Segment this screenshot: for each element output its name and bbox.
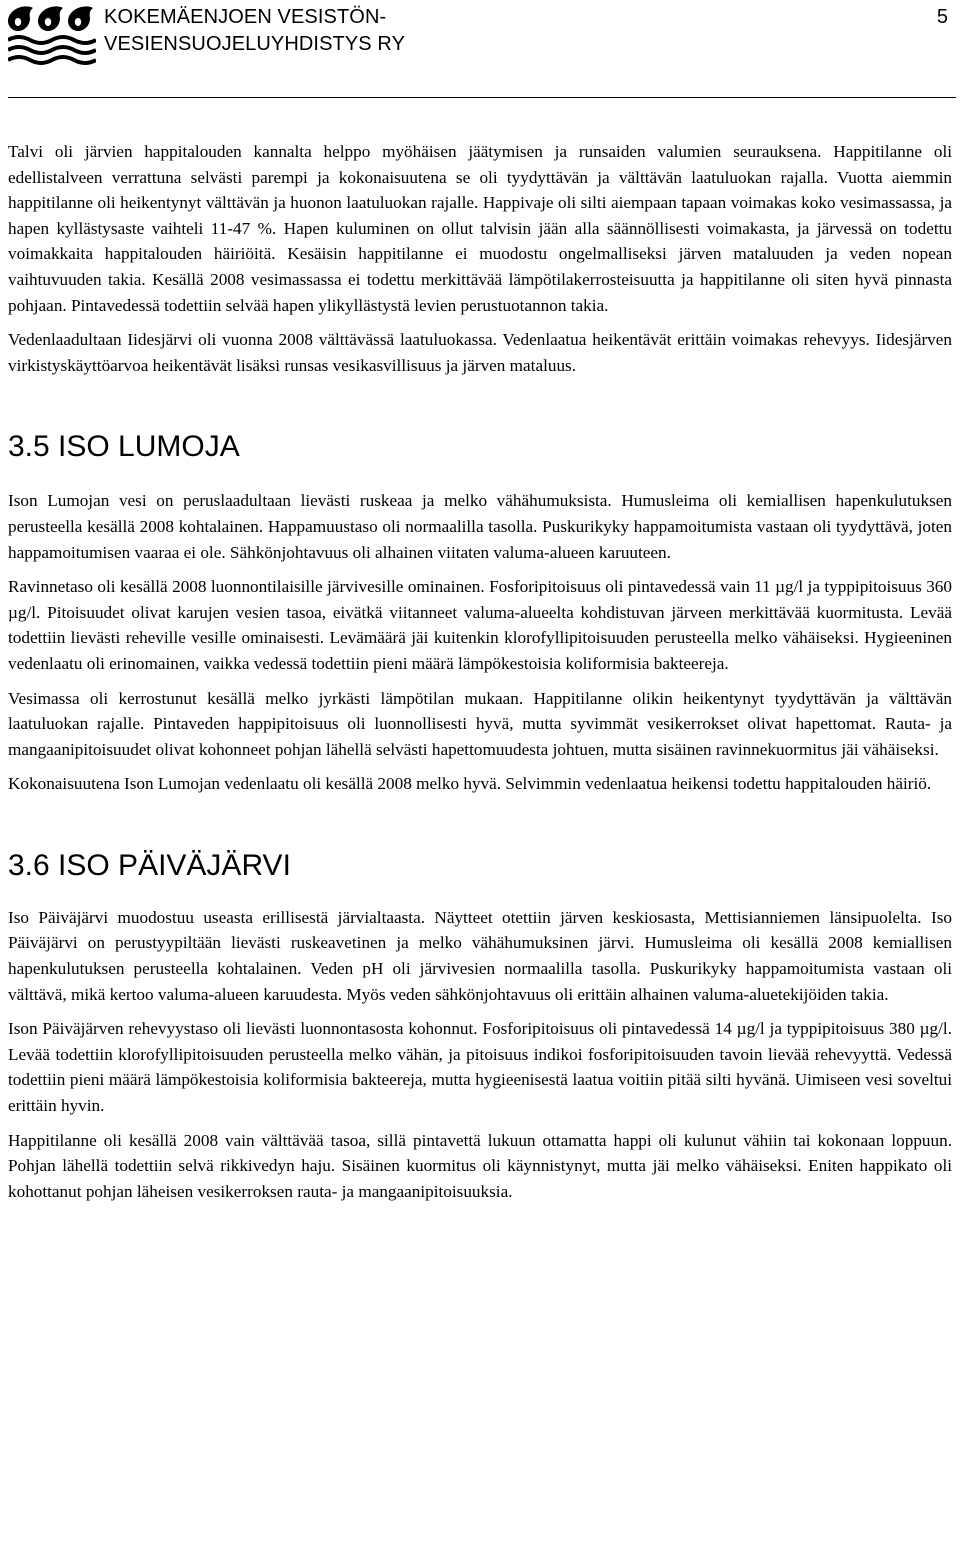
- organization-name-line-1: KOKEMÄENJOEN VESISTÖN-: [104, 6, 387, 28]
- body-paragraph: Vedenlaadultaan Iidesjärvi oli vuonna 2008 välttävässä laatuluokassa. Vedenlaatua heikentävät erittäin voimakas rehevyys. Iidesjärven virkistyskäyttöarvoa heikentävät lisäksi runsas vesikasvillisuus ja järven mataluus.: [8, 330, 952, 375]
- body-paragraph: Vesimassa oli kerrostunut kesällä melko jyrkästi lämpötilan mukaan. Happitilanne olikin heikentynyt tyydyttävän ja välttävän laatuluokan rajalle. Pintaveden happipitoisuus oli luonnollisesti hyvä, mutta syvimmät vesikerrokset olivat hapettomat. Rauta- ja mangaanipitoisuudet olivat kohonneet pohjan lähellä selvästi hapettomuudesta johtuen, mutta sisäinen ravinnekuormitus jäi vähäiseksi.: [8, 688, 952, 759]
- water-drops-waves-logo-icon: [8, 6, 96, 68]
- organization-name: [104, 4, 405, 58]
- body-paragraph: Iso Päiväjärvi muodostuu useasta erillisestä järvialtaasta. Näytteet otettiin järven keskiosasta, Mettisianniemen länsipuolelta. Iso Päiväjärvi on perustyypiltään lievästi ruskeavetinen ja melko vähähumuksinen järvi. Humusleima oli kesällä 2008 kemiallisen hapenkulutuksen perusteella kohtalainen. Veden pH oli järvivesien normaalilla tasolla. Puskurikyky happamoitumista vastaan oli välttävä, mikä kertoo valuma-alueen karuudesta. Myös veden sähkönjohtavuus oli erittäin alhainen valuma-aluetekijöiden takia.: [8, 907, 952, 1004]
- body-paragraph: Ravinnetaso oli kesällä 2008 luonnontilaisille järvivesille ominainen. Fosforipitoisuus oli pintavedessä vain 11 µg/l ja typpipitoisuus 360 µg/l. Pitoisuudet olivat karujen vesien tasoa, eivätkä viitanneet valuma-alueelta kohdistuvan järveen merkittävää kuormitusta. Levää todettiin lievästi reheville vesille ominaisesti. Levämäärä jäi kuitenkin klorofyllipitoisuuden perusteella melko vähäiseksi. Hygieeninen vedenlaatu oli erinomainen, vaikka vedessä todettiin pieni määrä lämpökestoisia koliformisia bakteereja.: [8, 577, 952, 673]
- body-paragraph: Happitilanne oli kesällä 2008 vain välttävää tasoa, sillä pintavettä lukuun ottamatta happi oli kulunut vähiin tai kokonaan loppuun. Pohjan lähellä todettiin selvä rikkivedyn haju. Sisäinen kuormitus oli käynnistynyt, mutta jäi melko vähäiseksi. Eniten happikato oli kohottanut pohjan läheisen vesikerroksen rauta- ja mangaanipitoisuuksia.: [8, 1130, 952, 1201]
- section-heading-iso-lumoja: 3.5 ISO LUMOJA: [8, 430, 240, 464]
- body-paragraph: Ison Päiväjärven rehevyystaso oli lievästi luonnontasosta kohonnut. Fosforipitoisuus oli pintavedessä 14 µg/l ja typpipitoisuus 380 µg/l. Levää todettiin klorofyllipitoisuuden perusteella melko vähän, ja pitoisuus indikoi fosforipitoisuuden tavoin lievää rehevyyttä. Vedessä todettiin pieni määrä lämpökestoisia koliformisia bakteereja, mutta hygieenisestä laatua voitiin pitää silti hyvänä. Uimiseen vesi soveltui erittäin hyvin.: [8, 1019, 952, 1116]
- organization-name-line-2: VESIENSUOJELUYHDISTYS RY: [104, 33, 406, 55]
- body-paragraph: Kokonaisuutena Ison Lumojan vedenlaatu oli kesällä 2008 melko hyvä. Selvimmin vedenlaatua heikensi todettu happitalouden häiriö.: [8, 774, 932, 794]
- document-body: [8, 139, 952, 1213]
- body-paragraph: Ison Lumojan vesi on peruslaadultaan lievästi ruskeaa ja melko vähähumuksista. Humusleima oli kemiallisen hapenkulutuksen perusteella kesällä 2008 kohtalainen. Happamuustaso oli normaalilla tasolla. Puskurikyky happamoitumista vastaan oli tyydyttävä, joten happamoitumisen vaaraa ei ole. Sähkönjohtavuus oli alhainen viitaten valuma-alueen karuuteen.: [8, 491, 952, 562]
- body-paragraph: Talvi oli järvien happitalouden kannalta helppo myöhäisen jäätymisen ja runsaiden valumien seurauksena. Happitilanne oli edellistalveen verrattuna selvästi parempi ja kokonaisuutena se oli tyydyttävän ja välttävän laatuluokan rajalla. Vuotta aiemmin happitilanne oli heikentynyt välttävän ja huonon laatuluokan rajalle. Happivaje oli silti aiempaan tapaan voimakas koko vesimassassa, ja hapen kyllästysaste vaihteli 11-47 %. Hapen kuluminen on ollut talvisin jään alla säännöllisesti voimakasta, ja järvessä on todettu voimakkaita happitalouden häiriöitä. Kesäisin happitilanne ei muodostu ongelmalliseksi järven mataluuden ja veden nopean vaihtuvuuden takia. Kesällä 2008 vesimassassa ei todettu merkittävää lämpötilakerrosteisuutta ja happitilanne oli siten hyvä pinnasta pohjaan. Pintavedessä todettiin selvää hapen ylikyllästystä levien perustuotannon takia.: [8, 142, 952, 315]
- section-heading-iso-paivajarvi: 3.6 ISO PÄIVÄJÄRVI: [8, 848, 291, 882]
- page-number: 5: [936, 6, 948, 28]
- page-header: [0, 0, 960, 100]
- header-divider: [8, 97, 956, 98]
